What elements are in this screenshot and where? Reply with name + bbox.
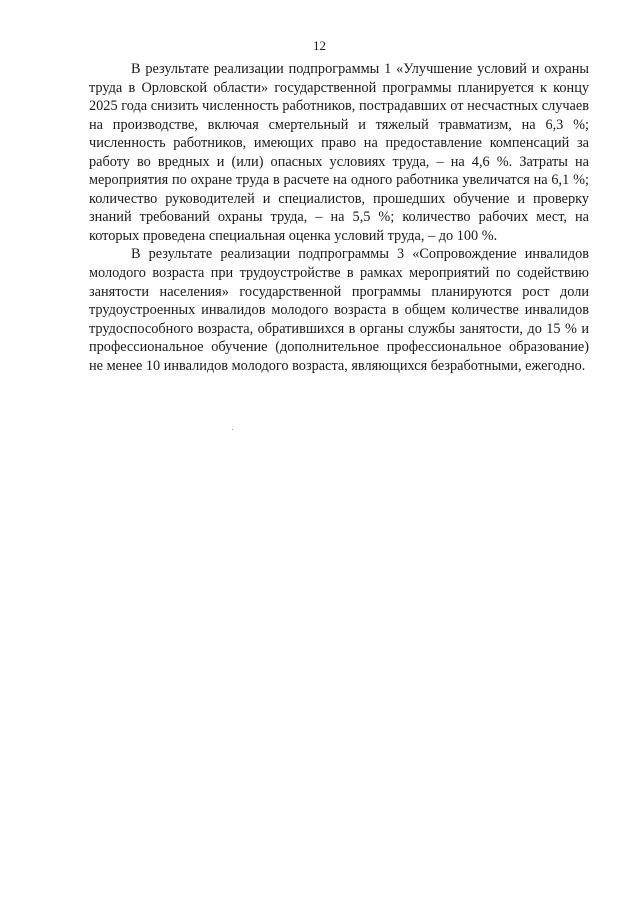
paragraph-subprogram-1: В результате реализации подпрограммы 1 «Улучшение условий и охраны труда в Орловской области» государственной программы планируется к концу 2025 года снизить численность работников, пострадавших от несчастных случаев на производстве, включая смертельный и тяжелый травматизм, на 6,3 %; численность работников, имеющих право на предоставление компенсаций за работу во вредных и (или) опасных условиях труда, – на 4,6 %. Затраты на мероприятия по охране труда в расчете на одного работника увеличатся на 6,1 %; количество руководителей и специалистов, прошедших обучение и проверку знаний требований охраны труда, – на 5,5 %; количество рабочих мест, на которых проведена специальная оценка условий труда, – до 100 %. <box>89 61 589 244</box>
scan-speck <box>232 429 233 430</box>
body-text <box>89 60 589 375</box>
page-number: 12 <box>313 38 326 53</box>
paragraph-subprogram-3: В результате реализации подпрограммы 3 «Сопровождение инвалидов молодого возраста при трудоустройстве в рамках мероприятий по содействию занятости населения» государственной программы планируются рост доли трудоустроенных инвалидов молодого возраста в общем количестве инвалидов трудоспособного возраста, обратившихся в органы службы занятости, до 15 % и профессиональное обучение (дополнительное профессиональное образование) не менее 10 инвалидов молодого возраста, являющихся безработными, ежегодно. <box>89 246 589 374</box>
